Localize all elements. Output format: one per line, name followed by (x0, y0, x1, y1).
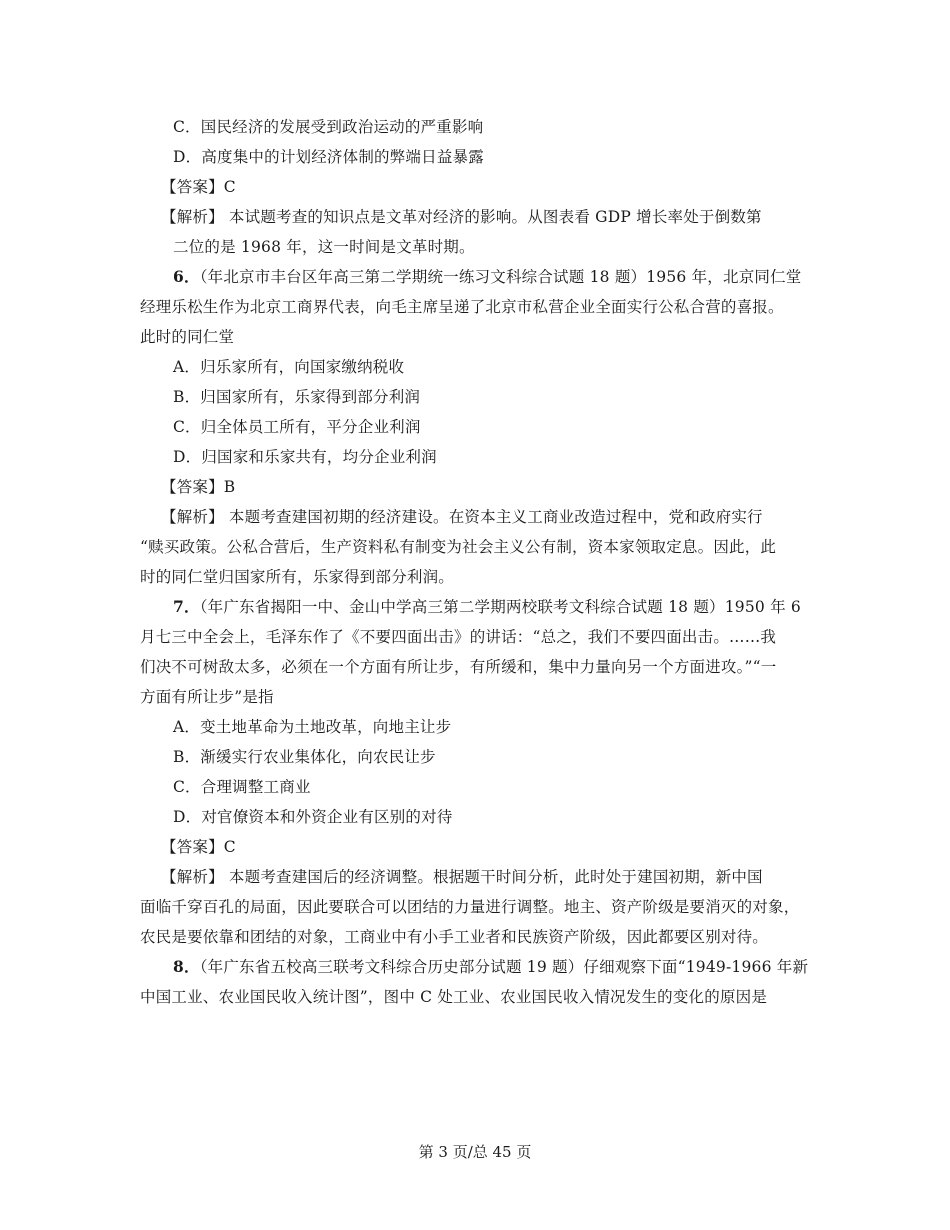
q8-number: 8． (173, 957, 200, 976)
q5-option-c: C．国民经济的发展受到政治运动的严重影响 (173, 118, 484, 136)
q6-analysis-line3: 时的同仁堂归国家所有，乐家得到部分利润。 (140, 568, 455, 586)
q6-option-a: A．归乐家所有，向国家缴纳税收 (173, 358, 405, 376)
q6-stem-line2: 经理乐松生作为北京工商界代表，向毛主席呈递了北京市私营企业全面实行公私合营的喜报。 (140, 298, 784, 316)
q7-analysis-line1: 【解析】 本题考查建国后的经济调整。根据题干时间分析，此时处于建国初期，新中国 (161, 868, 763, 886)
q7-analysis-line2: 面临千穿百孔的局面，因此要联合可以团结的力量进行调整。地主、资产阶级是要消灭的对象， (140, 898, 800, 916)
q7-stem-text: （年广东省揭阳一中、金山中学高三第二学期两校联考文科综合试题 18 题）1950 年 6 (199, 598, 801, 616)
q6-option-b: B．归国家所有，乐家得到部分利润 (173, 388, 421, 406)
q5-analysis-line2: 二位的是 1968 年，这一时间是文革时期。 (173, 238, 475, 256)
q7-option-b: B．渐缓实行农业集体化，向农民让步 (173, 748, 436, 766)
q7-option-a: A．变土地革命为土地改革，向地主让步 (173, 718, 452, 736)
q5-option-d: D．高度集中的计划经济体制的弊端日益暴露 (173, 148, 484, 166)
page-footer: 第 3 页/总 45 页 (418, 1143, 532, 1161)
q7-stem-line3: 们决不可树敌太多，必须在一个方面有所让步，有所缓和，集中力量向另一个方面进攻。”“一 (140, 658, 777, 676)
q7-stem-line2: 月七三中全会上，毛泽东作了《不要四面出击》的讲话：“总之，我们不要四面出击。……我 (140, 628, 777, 646)
q5-answer: 【答案】C (161, 178, 236, 196)
q6-analysis-line1: 【解析】 本题考查建国初期的经济建设。在资本主义工商业改造过程中，党和政府实行 (161, 508, 763, 526)
q6-stem-line3: 此时的同仁堂 (140, 328, 235, 346)
q8-stem-line2: 中国工业、农业国民收入统计图”，图中 C 处工业、农业国民收入情况发生的变化的原因是 (140, 988, 768, 1006)
q7-analysis-line3: 农民是要依靠和团结的对象，工商业中有小手工业者和民族资产阶级，因此都要区别对待。 (140, 928, 769, 946)
q7-number: 7． (173, 597, 200, 616)
q6-analysis-line2: “赎买政策。公私合营后，生产资料私有制变为社会主义公有制，资本家领取定息。因此，此 (140, 538, 777, 556)
q6-option-d: D．归国家和乐家共有，均分企业利润 (173, 448, 437, 466)
q7-stem-line4: 方面有所让步”是指 (140, 688, 274, 706)
q7-answer: 【答案】C (161, 838, 236, 856)
q5-analysis-line1: 【解析】 本试题考查的知识点是文革对经济的影响。从图表看 GDP 增长率处于倒数第 (161, 208, 762, 226)
q7-option-d: D．对官僚资本和外资企业有区别的对待 (173, 808, 453, 826)
q8-stem-line1 (173, 957, 808, 977)
q6-answer: 【答案】B (161, 478, 236, 496)
q8-stem-text: （年广东省五校高三联考文科综合历史部分试题 19 题）仔细观察下面“1949-1966 年新 (199, 958, 809, 976)
q7-option-c: C．合理调整工商业 (173, 778, 311, 796)
q6-stem-text: （年北京市丰台区年高三第二学期统一练习文科综合试题 18 题）1956 年，北京同仁堂 (199, 268, 802, 286)
q6-stem-line1 (173, 267, 802, 287)
q6-number: 6． (173, 267, 200, 286)
q7-stem-line1 (173, 597, 801, 617)
q6-option-c: C．归全体员工所有，平分企业利润 (173, 418, 421, 436)
